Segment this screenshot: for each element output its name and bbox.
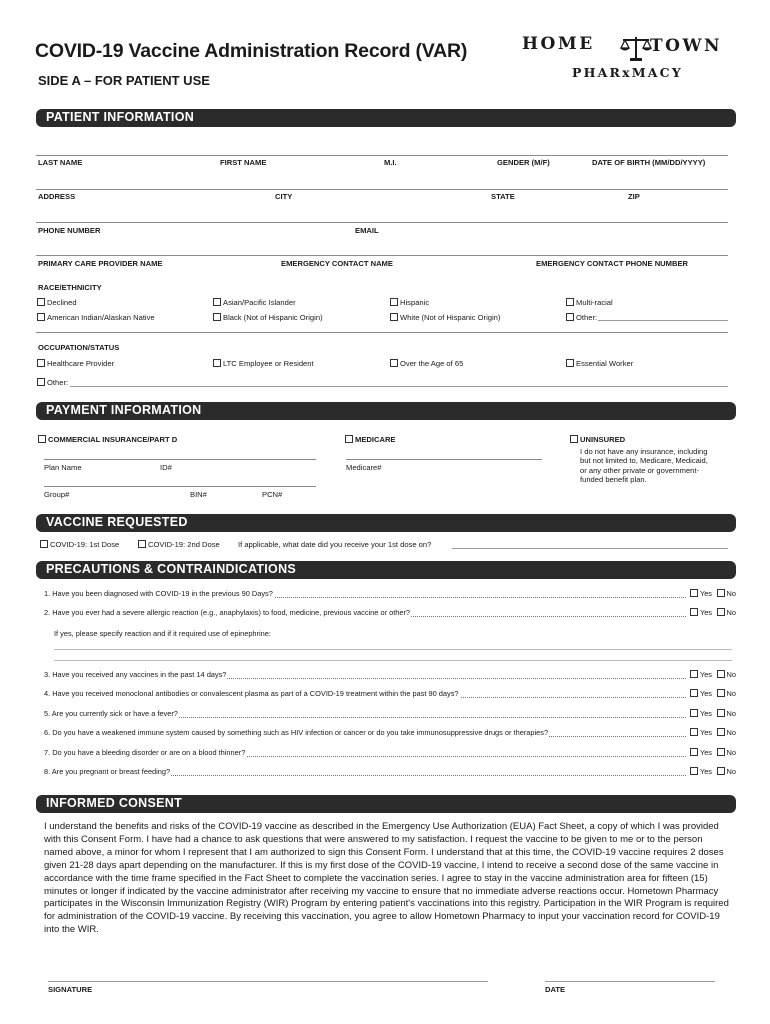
yes-checkbox[interactable]: Yes bbox=[689, 728, 712, 737]
precaution-question-text: 5. Are you currently sick or have a fever? bbox=[44, 709, 178, 718]
checkbox-over-65[interactable]: Over the Age of 65 bbox=[390, 359, 463, 368]
checkbox-commercial[interactable]: COMMERCIAL INSURANCE/PART D bbox=[38, 435, 177, 444]
checkbox-american-indian[interactable]: American Indian/Alaskan Native bbox=[37, 313, 155, 322]
precaution-question-text: 8. Are you pregnant or breast feeding? bbox=[44, 767, 171, 776]
checkbox-icon bbox=[717, 608, 725, 616]
label-date: DATE bbox=[545, 985, 566, 994]
section-heading: VACCINE REQUESTED bbox=[46, 515, 188, 529]
checkbox-icon bbox=[213, 298, 221, 306]
label-dob: DATE OF BIRTH (MM/DD/YYYY) bbox=[592, 158, 706, 167]
checkbox-icon bbox=[37, 359, 45, 367]
yes-checkbox[interactable]: Yes bbox=[689, 709, 712, 718]
yes-checkbox[interactable]: Yes bbox=[689, 670, 712, 679]
precaution-question-text: 4. Have you received monoclonal antibodies or convalescent plasma as part of a COVID-19 treatment within the past 90 days? bbox=[44, 689, 459, 698]
label-address: ADDRESS bbox=[38, 192, 76, 201]
section-bar-patient bbox=[36, 109, 736, 127]
checkbox-icon bbox=[37, 298, 45, 306]
medicare-line[interactable] bbox=[346, 459, 542, 460]
yes-checkbox[interactable]: Yes bbox=[689, 689, 712, 698]
checkbox-icon bbox=[690, 608, 698, 616]
precaution-question-text: 6. Do you have a weakened immune system caused by something such as HIV infection or cancer or do you take immunosuppressive drugs or therapies? bbox=[44, 728, 549, 737]
checkbox-black[interactable]: Black (Not of Hispanic Origin) bbox=[213, 313, 323, 322]
yes-checkbox[interactable]: Yes bbox=[689, 748, 712, 757]
checkbox-occ-other[interactable]: Other: bbox=[37, 378, 68, 387]
checkbox-icon bbox=[690, 670, 698, 678]
yes-checkbox[interactable]: Yes bbox=[689, 589, 712, 598]
checkbox-icon bbox=[690, 748, 698, 756]
checkbox-icon bbox=[390, 313, 398, 321]
no-checkbox[interactable]: No bbox=[717, 608, 736, 617]
field-line[interactable] bbox=[36, 189, 728, 190]
precaution-question-row bbox=[44, 748, 736, 760]
label-state: STATE bbox=[491, 192, 515, 201]
checkbox-asian[interactable]: Asian/Pacific Islander bbox=[213, 298, 296, 307]
label-bin: BIN# bbox=[190, 490, 207, 499]
occ-other-line[interactable] bbox=[70, 386, 728, 387]
checkbox-icon bbox=[570, 435, 578, 443]
no-checkbox[interactable]: No bbox=[717, 709, 736, 718]
checkbox-icon bbox=[690, 767, 698, 775]
no-checkbox[interactable]: No bbox=[717, 767, 736, 776]
checkbox-white[interactable]: White (Not of Hispanic Origin) bbox=[390, 313, 500, 322]
precaution-question-row bbox=[44, 767, 736, 779]
label-city: CITY bbox=[275, 192, 293, 201]
logo-word-pharmacy: PHARxMACY bbox=[572, 65, 683, 80]
precaution-question-row bbox=[44, 608, 736, 620]
checkbox-icon bbox=[717, 709, 725, 717]
precaution-question-row bbox=[44, 728, 736, 740]
checkbox-hispanic[interactable]: Hispanic bbox=[390, 298, 429, 307]
checkbox-dose-1[interactable]: COVID-19: 1st Dose bbox=[40, 540, 119, 549]
scales-icon bbox=[620, 34, 652, 62]
first-dose-date-line[interactable] bbox=[452, 548, 728, 549]
checkbox-multiracial[interactable]: Multi-racial bbox=[566, 298, 613, 307]
signature-line[interactable] bbox=[48, 981, 488, 982]
group-bin-line[interactable] bbox=[44, 486, 316, 487]
label-phone: PHONE NUMBER bbox=[38, 226, 101, 235]
checkbox-essential[interactable]: Essential Worker bbox=[566, 359, 633, 368]
divider bbox=[36, 332, 728, 333]
checkbox-icon bbox=[717, 670, 725, 678]
label-emergency-name: EMERGENCY CONTACT NAME bbox=[281, 259, 393, 268]
yes-checkbox[interactable]: Yes bbox=[689, 767, 712, 776]
logo-word-town: TOWN bbox=[650, 36, 723, 56]
race-other-line[interactable] bbox=[598, 320, 728, 321]
precaution-question-row bbox=[44, 670, 736, 682]
checkbox-icon bbox=[566, 313, 574, 321]
checkbox-icon bbox=[213, 359, 221, 367]
form-title: COVID-19 Vaccine Administration Record (VAR) bbox=[35, 40, 468, 62]
checkbox-icon bbox=[717, 689, 725, 697]
precaution-question-text: 7. Do you have a bleeding disorder or are on a blood thinner? bbox=[44, 748, 246, 757]
checkbox-uninsured[interactable]: UNINSURED bbox=[570, 435, 625, 444]
label-emergency-phone: EMERGENCY CONTACT PHONE NUMBER bbox=[536, 259, 689, 268]
section-heading: INFORMED CONSENT bbox=[46, 796, 183, 810]
field-line[interactable] bbox=[36, 255, 728, 256]
field-line[interactable] bbox=[36, 155, 728, 156]
section-bar-vaccine bbox=[36, 514, 736, 532]
section-heading: PATIENT INFORMATION bbox=[46, 110, 195, 124]
label-plan-name: Plan Name bbox=[44, 463, 82, 472]
section-bar-consent bbox=[36, 795, 736, 813]
checkbox-icon bbox=[40, 540, 48, 548]
checkbox-icon bbox=[37, 313, 45, 321]
logo-word-home: HOME bbox=[522, 34, 595, 54]
label-zip: ZIP bbox=[628, 192, 640, 201]
field-line[interactable] bbox=[36, 222, 728, 223]
section-heading: PRECAUTIONS & CONTRAINDICATIONS bbox=[46, 562, 297, 576]
checkbox-icon bbox=[717, 748, 725, 756]
no-checkbox[interactable]: No bbox=[717, 728, 736, 737]
label-first-name: FIRST NAME bbox=[220, 158, 267, 167]
label-id: ID# bbox=[160, 463, 172, 472]
reaction-line-1[interactable] bbox=[54, 649, 732, 650]
checkbox-icon bbox=[717, 767, 725, 775]
consent-text: I understand the benefits and risks of the COVID-19 vaccine as described in the Emergency Use Authorization (EUA) Fact Sheet, a copy of which I was provided with this Consent Form. I have had a chance to ask questions that were answered to my satisfaction. I request the vaccine to be given to me or to the person named above, a minor for whom I represent that I am authorized to sign this Consent Form. I understand that at this time, the COVID-19 vaccine requires 2 doses given 21-28 days apart depending on the manufacturer. If this is my first dose of the COVID-19 vaccine, I intend to receive a second dose of the same vaccine in accordance with the time frame specified in the Fact Sheet to complete the vaccination series. I agree to stay in the vaccine administration area for fifteen (15) minutes or longer if indicated by the vaccine administrator after receiving my vaccine to ensure that no immediate adverse reactions occur. Hometown Pharmacy participates in the Wisconsin Immunization Registry (WIR) Program by entering patient's vaccinations into this registry. Participation in the WIR Program is required for administration of the COVID-19 vaccine. By receiving this vaccination, you agree to allow Hometown Pharmacy to input your vaccination record for COVID-19 into the WIR. bbox=[44, 821, 729, 936]
checkbox-icon bbox=[690, 689, 698, 697]
checkbox-icon bbox=[390, 298, 398, 306]
checkbox-icon bbox=[37, 378, 45, 386]
checkbox-ltc[interactable]: LTC Employee or Resident bbox=[213, 359, 314, 368]
checkbox-icon bbox=[566, 298, 574, 306]
label-signature: SIGNATURE bbox=[48, 985, 93, 994]
checkbox-dose-2[interactable]: COVID-19: 2nd Dose bbox=[138, 540, 220, 549]
precaution-question-text: 2. Have you ever had a severe allergic reaction (e.g., anaphylaxis) to food, medicine, previous vaccine or other? bbox=[44, 608, 411, 617]
label-gender: GENDER (M/F) bbox=[497, 158, 550, 167]
checkbox-icon bbox=[690, 589, 698, 597]
section-bar-payment bbox=[36, 402, 736, 420]
checkbox-icon bbox=[213, 313, 221, 321]
checkbox-icon bbox=[690, 728, 698, 736]
no-checkbox[interactable]: No bbox=[717, 748, 736, 757]
checkbox-healthcare[interactable]: Healthcare Provider bbox=[37, 359, 114, 368]
date-line[interactable] bbox=[545, 981, 715, 982]
checkbox-medicare[interactable]: MEDICARE bbox=[345, 435, 396, 444]
if-yes-prompt: If yes, please specify reaction and if it required use of epinephrine: bbox=[54, 629, 271, 638]
section-bar-precautions bbox=[36, 561, 736, 579]
precaution-question-text: 3. Have you received any vaccines in the past 14 days? bbox=[44, 670, 227, 679]
label-mi: M.I. bbox=[384, 158, 397, 167]
label-email: EMAIL bbox=[355, 226, 379, 235]
precaution-question-row bbox=[44, 689, 736, 701]
label-medicare-number: Medicare# bbox=[346, 463, 382, 472]
label-group: Group# bbox=[44, 490, 70, 499]
checkbox-icon bbox=[345, 435, 353, 443]
precaution-question-text: 1. Have you been diagnosed with COVID-19 in the previous 90 Days? bbox=[44, 589, 273, 598]
no-checkbox[interactable]: No bbox=[717, 670, 736, 679]
precaution-question-row bbox=[44, 709, 736, 721]
no-checkbox[interactable]: No bbox=[717, 689, 736, 698]
uninsured-note: I do not have any insurance, including but not limited to, Medicare, Medicaid, or any other private or government- funded benefit plan. bbox=[580, 447, 708, 485]
reaction-line-2[interactable] bbox=[54, 660, 732, 661]
checkbox-declined[interactable]: Declined bbox=[37, 298, 77, 307]
form-subtitle: SIDE A – FOR PATIENT USE bbox=[38, 73, 210, 88]
plan-id-line[interactable] bbox=[44, 459, 316, 460]
label-last-name: LAST NAME bbox=[38, 158, 83, 167]
label-pcp: PRIMARY CARE PROVIDER NAME bbox=[38, 259, 163, 268]
label-occupation: OCCUPATION/STATUS bbox=[38, 343, 120, 352]
precaution-question-row bbox=[44, 589, 736, 601]
first-dose-date-question: If applicable, what date did you receive your 1st dose on? bbox=[238, 540, 432, 549]
label-race: RACE/ETHNICITY bbox=[38, 283, 102, 292]
label-pcn: PCN# bbox=[262, 490, 283, 499]
checkbox-icon bbox=[138, 540, 146, 548]
checkbox-race-other[interactable]: Other: bbox=[566, 313, 597, 322]
section-heading: PAYMENT INFORMATION bbox=[46, 403, 202, 417]
hometown-pharmacy-logo bbox=[522, 34, 740, 84]
yes-checkbox[interactable]: Yes bbox=[689, 608, 712, 617]
checkbox-icon bbox=[717, 589, 725, 597]
no-checkbox[interactable]: No bbox=[717, 589, 736, 598]
checkbox-icon bbox=[566, 359, 574, 367]
checkbox-icon bbox=[717, 728, 725, 736]
checkbox-icon bbox=[38, 435, 46, 443]
checkbox-icon bbox=[390, 359, 398, 367]
checkbox-icon bbox=[690, 709, 698, 717]
